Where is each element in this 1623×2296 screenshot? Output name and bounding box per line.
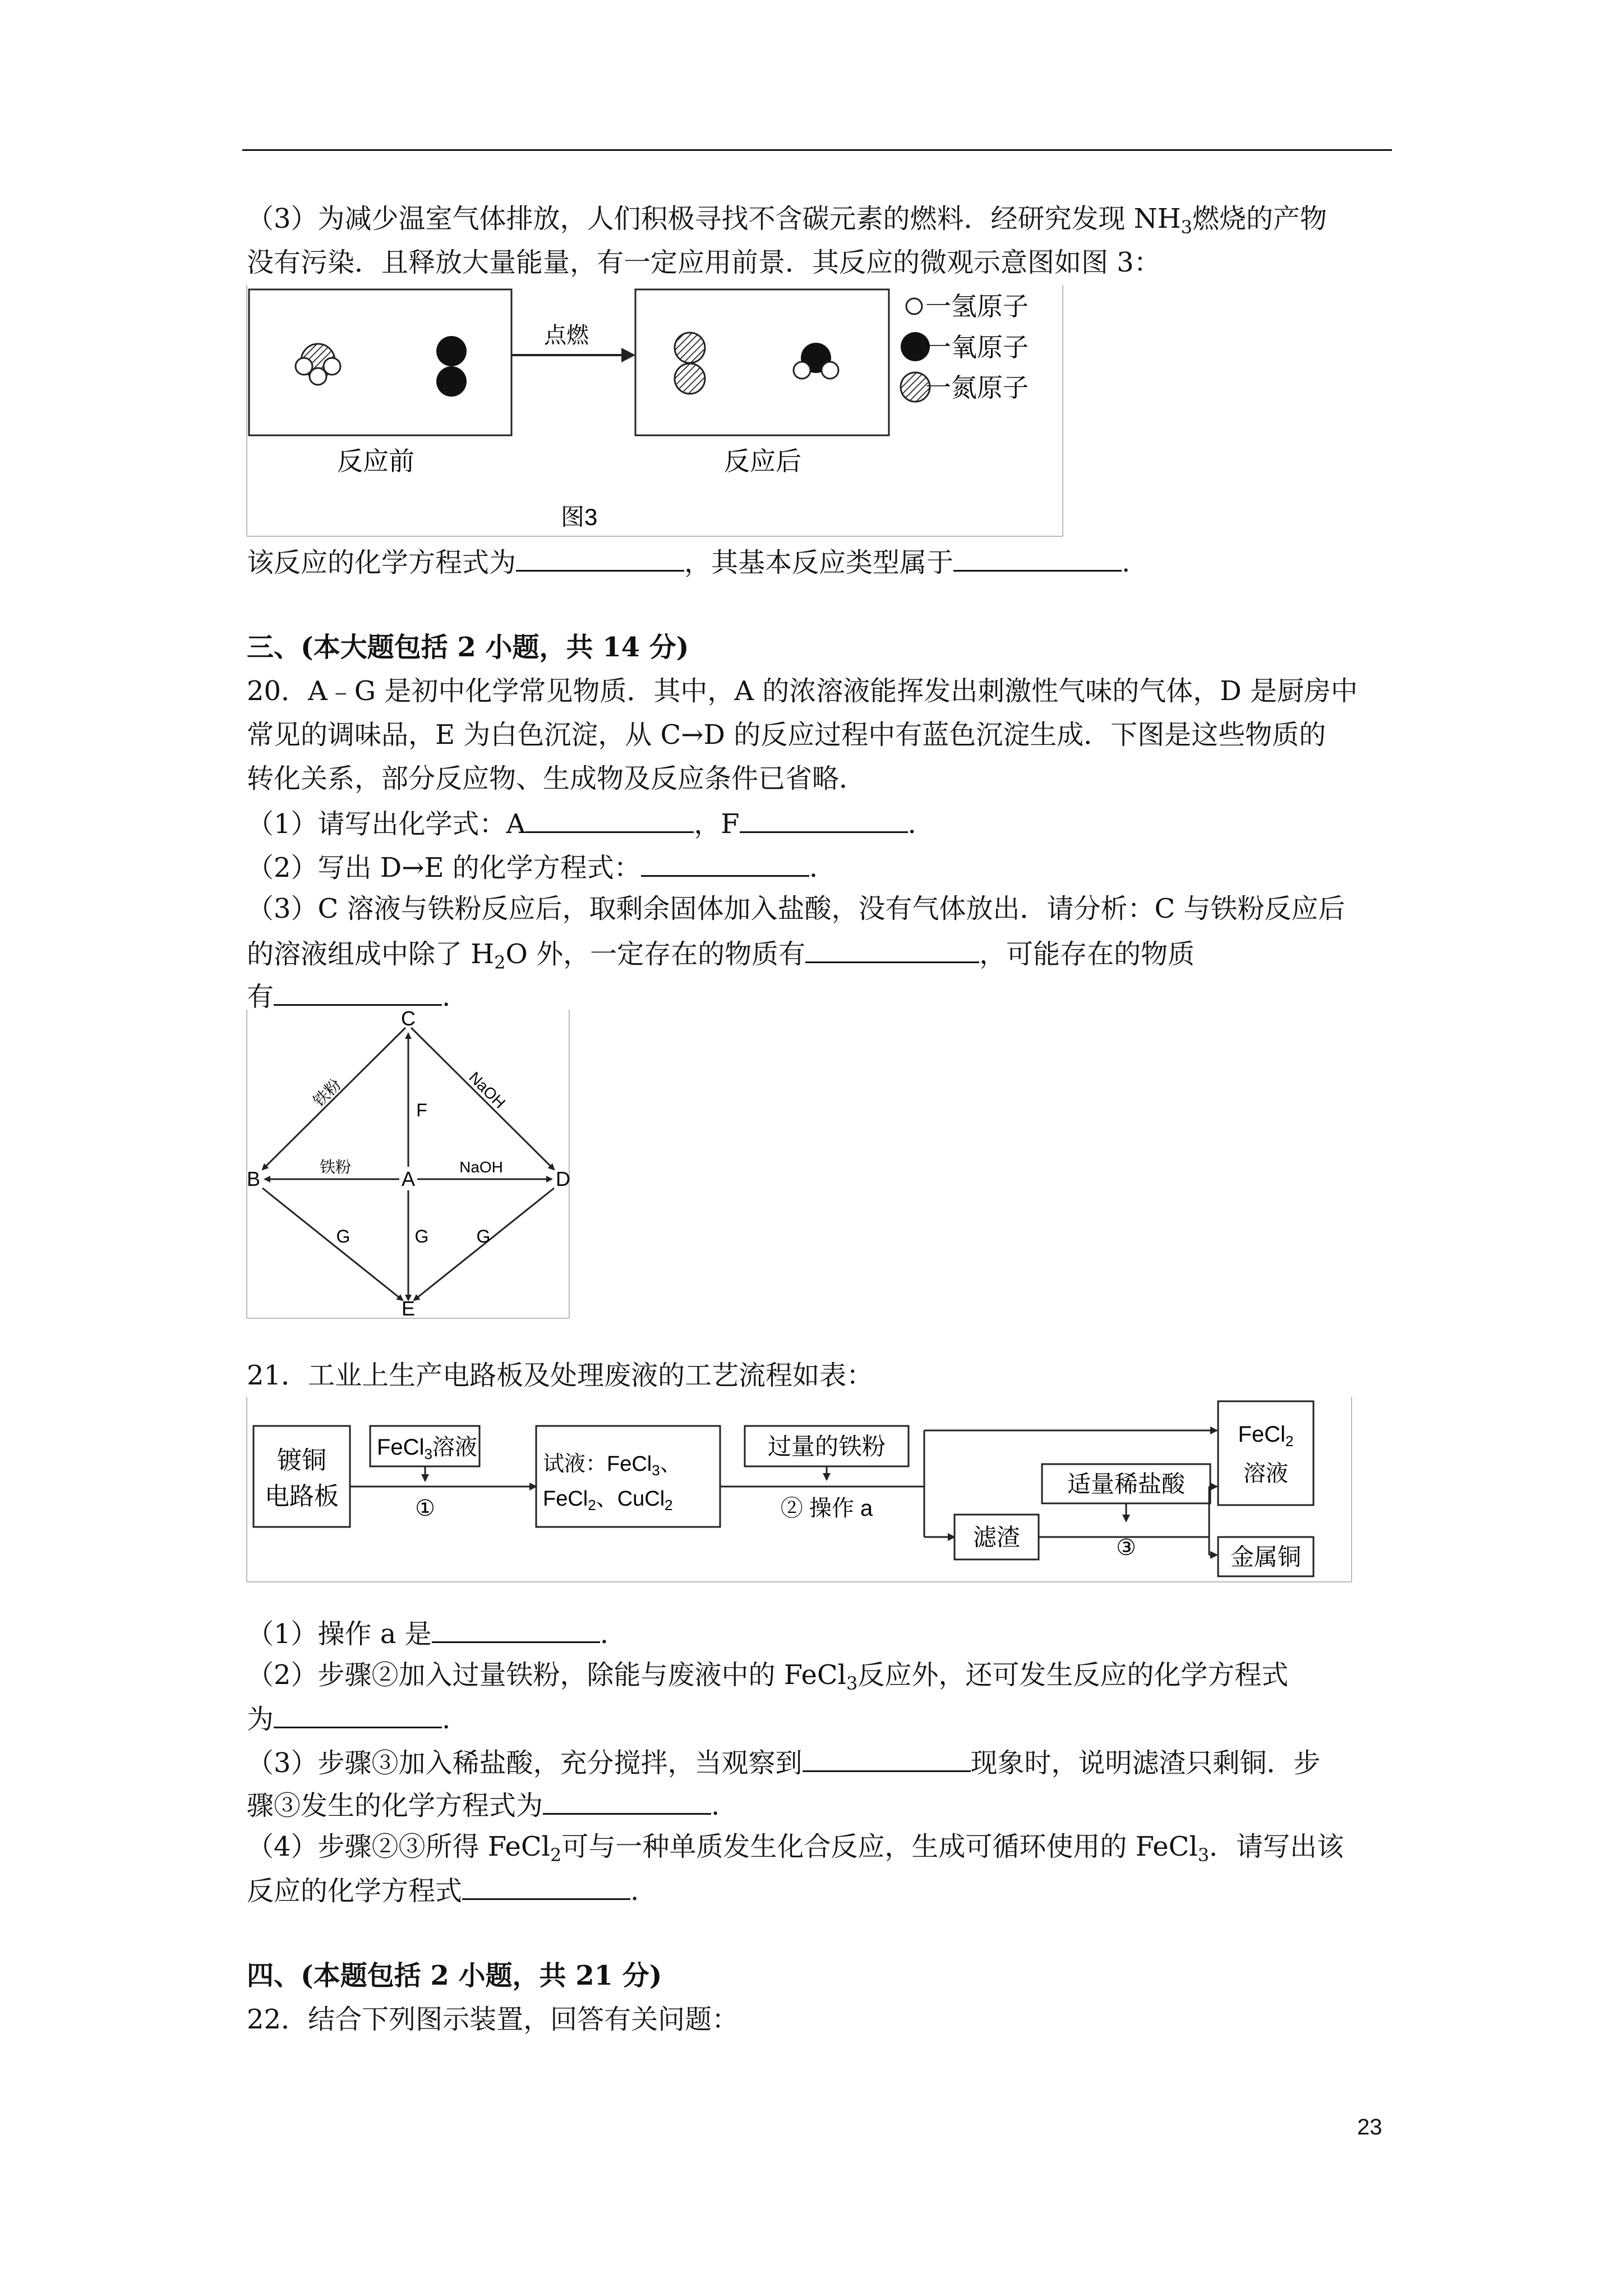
- legend-nitrogen: 一氮原子: [925, 373, 1029, 402]
- q21-part2-line1: （2）步骤②加入过量铁粉，除能与废液中的 FeCl$_3$反应外，还可发生反应的化学方程式: [247, 1659, 1289, 1694]
- node-a: A: [401, 1167, 416, 1190]
- q21-line1: 21．工业上生产电路板及处理废液的工艺流程如表：: [247, 1360, 874, 1391]
- test-solution-box: [536, 1426, 720, 1527]
- svg-text:滤渣: 滤渣: [972, 1524, 1021, 1550]
- answer-blank[interactable]: [641, 850, 809, 877]
- q20-part2: （2）写出 D→E 的化学方程式： .: [247, 850, 1402, 884]
- label-ag: G: [414, 1226, 429, 1246]
- h2o-molecule: [794, 343, 838, 379]
- label-cd: NaOH: [465, 1068, 509, 1112]
- svg-text:试液：FeCl3、: 试液：FeCl$_3$、: [543, 1452, 681, 1479]
- q21-part4-line2: 反应的化学方程式 .: [247, 1874, 1402, 1907]
- header-rule: [242, 149, 1392, 151]
- q19-3-answer-line: 该反应的化学方程式为 ，其基本反应类型属于 .: [247, 545, 1402, 578]
- board-box: [253, 1426, 350, 1527]
- svg-text:溶液: 溶液: [1243, 1461, 1288, 1486]
- legend-hydrogen: 一氢原子: [925, 292, 1029, 321]
- section4-title: 四、(本题包括 2 小题，共 21 分): [247, 1960, 662, 1991]
- page-number: 23: [1357, 2115, 1382, 2139]
- answer-blank[interactable]: [805, 937, 979, 963]
- node-c: C: [401, 1007, 416, 1030]
- label-bg: G: [336, 1226, 351, 1246]
- label-af: F: [416, 1100, 427, 1120]
- svg-text:FeCl2、CuCl2: FeCl$_2$、CuCl$_2$: [543, 1487, 673, 1513]
- process-flow: [247, 1397, 1354, 1588]
- answer-blank[interactable]: [525, 807, 694, 833]
- q21-part1: （1）操作 a 是 .: [247, 1617, 1402, 1650]
- q21-part2-line2: 为 .: [247, 1702, 1402, 1735]
- label-ad: NaOH: [459, 1158, 503, 1176]
- svg-text:FeCl2: FeCl$_2$: [1238, 1422, 1294, 1450]
- fecl2-box: [1218, 1401, 1313, 1505]
- relation-diagram: [246, 1007, 572, 1324]
- q20-line1: 20．A﹣G 是初中化学常见物质．其中，A 的浓溶液能挥发出刺激性气味的气体，D 是厨房中: [247, 675, 1358, 707]
- svg-text:镀铜: 镀铜: [277, 1447, 326, 1474]
- q21-part4-line1: （4）步骤②③所得 FeCl$_2$可与一种单质发生化合反应，生成可循环使用的 FeCl$_3$．请写出该: [247, 1831, 1344, 1866]
- q20-line3: 转化关系，部分反应物、生成物及反应条件已省略．: [247, 763, 866, 794]
- legend-oxygen: 一氧原子: [925, 333, 1029, 362]
- q22-line1: 22．结合下列图示装置，回答有关问题：: [247, 2004, 739, 2035]
- answer-blank[interactable]: [543, 1788, 711, 1815]
- answer-blank[interactable]: [274, 1702, 442, 1728]
- answer-blank[interactable]: [516, 545, 684, 572]
- q21-part3-line2: 骤③发生的化学方程式为 .: [247, 1788, 1402, 1821]
- answer-blank[interactable]: [803, 1746, 971, 1772]
- node-b: B: [246, 1167, 261, 1190]
- node-d: D: [556, 1167, 570, 1190]
- label-cb: 铁粉: [310, 1075, 345, 1111]
- arrow-label: 点燃: [544, 323, 589, 348]
- q20-line2: 常见的调味品，E 为白色沉淀，从 C→D 的反应过程中有蓝色沉淀生成．下图是这些物质的: [247, 719, 1326, 751]
- svg-text:FeCl3溶液: FeCl$_3$溶液: [377, 1435, 477, 1462]
- svg-text:电路板: 电路板: [265, 1483, 339, 1510]
- svg-text:③: ③: [1116, 1535, 1136, 1560]
- q21-part3-line1: （3）步骤③加入稀盐酸，充分搅拌，当观察到 现象时，说明滤渣只剩铜．步: [247, 1746, 1402, 1779]
- answer-blank[interactable]: [274, 979, 442, 1006]
- after-label: 反应后: [724, 447, 801, 476]
- q20-part3-line1: （3）C 溶液与铁粉反应后，取剩余固体加入盐酸，没有气体放出．请分析：C 与铁粉反应后: [247, 893, 1345, 924]
- q20-part1: （1）请写出化学式：A ，F .: [247, 807, 1402, 840]
- answer-blank[interactable]: [740, 807, 908, 833]
- label-ab: 铁粉: [319, 1158, 352, 1176]
- q20-part3-line2: 的溶液组成中除了 $H_2O$ 外，一定存在的物质有 ，可能存在的物质: [247, 937, 1402, 970]
- reaction-figure: [247, 285, 1066, 537]
- n2-molecule: [675, 333, 705, 394]
- answer-blank[interactable]: [953, 545, 1122, 572]
- answer-blank[interactable]: [432, 1617, 600, 1643]
- nh3-molecule: [296, 344, 340, 385]
- q19-3-line1: （3）为减少温室气体排放，人们积极寻找不含碳元素的燃料．经研究发现 $NH_3$燃烧的产物: [247, 203, 1327, 238]
- legend-hydrogen-icon: [906, 298, 922, 314]
- o2-molecule: [436, 336, 467, 397]
- figure-caption: 图3: [561, 504, 598, 530]
- before-label: 反应前: [337, 447, 414, 476]
- after-box: [635, 289, 889, 435]
- svg-text:金属铜: 金属铜: [1230, 1544, 1302, 1570]
- node-e: E: [401, 1297, 416, 1320]
- before-box: [249, 289, 511, 435]
- section3-title: 三、(本大题包括 2 小题，共 14 分): [247, 632, 689, 663]
- svg-text:适量稀盐酸: 适量稀盐酸: [1067, 1471, 1186, 1497]
- q19-3-line2: 没有污染．且释放大量能量，有一定应用前景．其反应的微观示意图如图 3：: [247, 247, 1161, 278]
- label-dg: G: [476, 1226, 491, 1246]
- svg-text:过量的铁粉: 过量的铁粉: [767, 1433, 886, 1460]
- svg-text:①: ①: [415, 1496, 435, 1521]
- svg-text:② 操作 a: ② 操作 a: [780, 1496, 873, 1521]
- answer-blank[interactable]: [462, 1874, 630, 1900]
- q20-part3-line3: 有 .: [247, 979, 1402, 1013]
